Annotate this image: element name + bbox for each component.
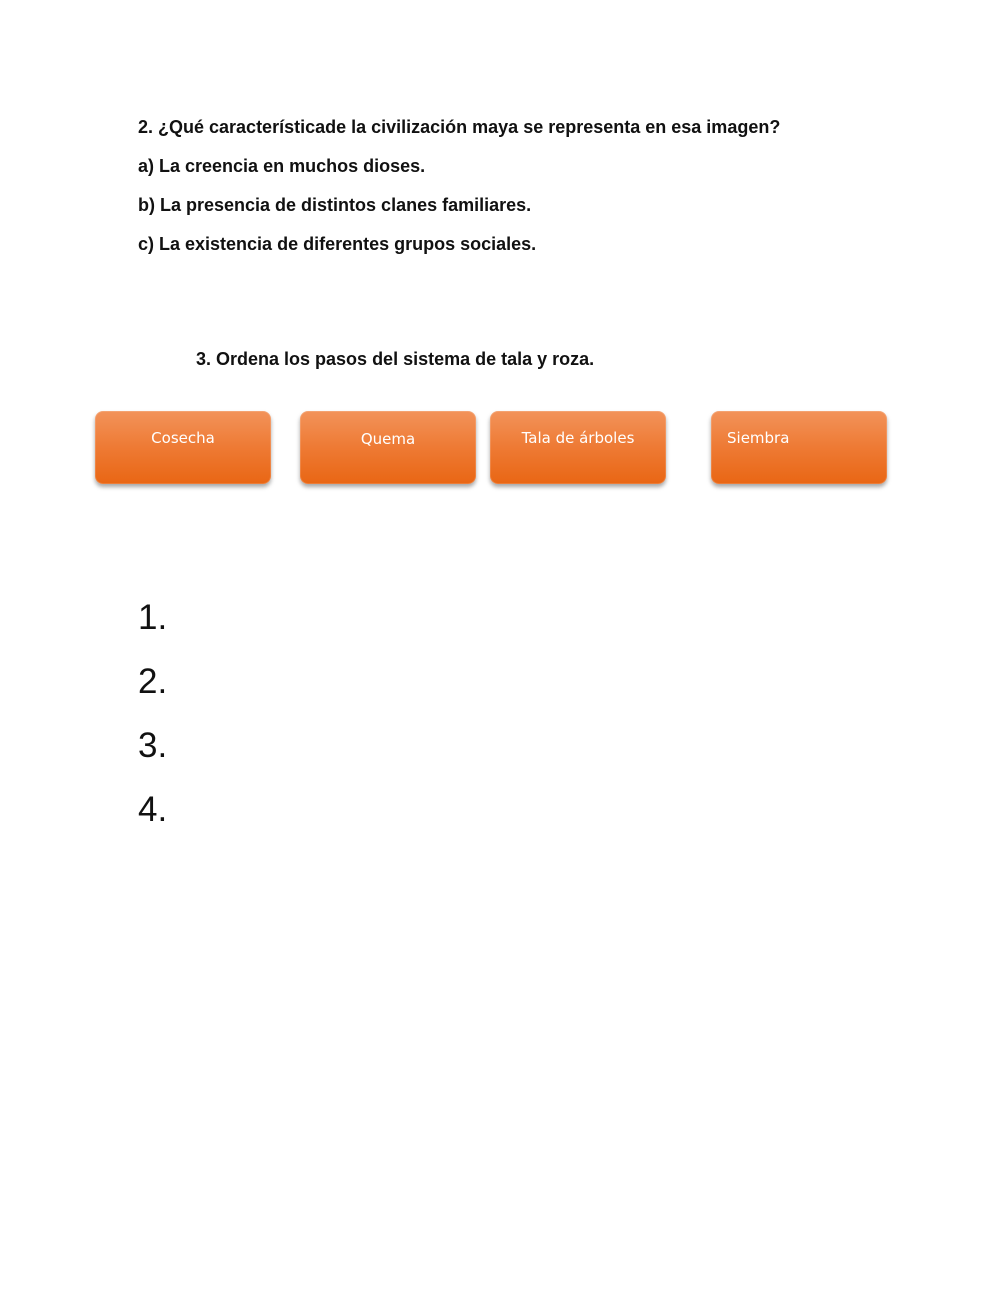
question-2-prompt: 2. ¿Qué característicade la civilización maya se representa en esa imagen?	[138, 117, 781, 137]
order-item-4	[138, 778, 678, 842]
order-number: 1.	[138, 598, 168, 637]
option-a[interactable]: a) La creencia en muchos dioses.	[138, 156, 426, 176]
order-item-2	[138, 650, 678, 714]
drop-slot-2[interactable]	[178, 660, 678, 704]
step-chip-cosecha[interactable]	[95, 411, 271, 484]
option-c[interactable]: c) La existencia de diferentes grupos sociales.	[138, 234, 537, 254]
drop-slot-1[interactable]	[178, 596, 678, 640]
step-chip-tala[interactable]	[490, 411, 666, 484]
order-item-1	[138, 586, 678, 650]
step-chip-label: Tala de árboles	[521, 429, 635, 447]
order-number: 4.	[138, 790, 168, 829]
question-2	[138, 116, 938, 272]
drop-slot-4[interactable]	[178, 788, 678, 832]
step-chip-label: Cosecha	[151, 429, 215, 447]
step-chip-label: Quema	[360, 430, 416, 448]
step-chip-label: Siembra	[727, 429, 790, 447]
step-chip-quema[interactable]	[300, 411, 476, 484]
question-3-prompt: 3. Ordena los pasos del sistema de tala y roza.	[196, 349, 595, 369]
drop-slot-3[interactable]	[178, 724, 678, 768]
order-list	[138, 586, 678, 842]
order-number: 3.	[138, 726, 168, 765]
order-number: 2.	[138, 662, 168, 701]
order-item-3	[138, 714, 678, 778]
option-b[interactable]: b) La presencia de distintos clanes familiares.	[138, 195, 532, 215]
step-chip-siembra[interactable]	[711, 411, 887, 484]
